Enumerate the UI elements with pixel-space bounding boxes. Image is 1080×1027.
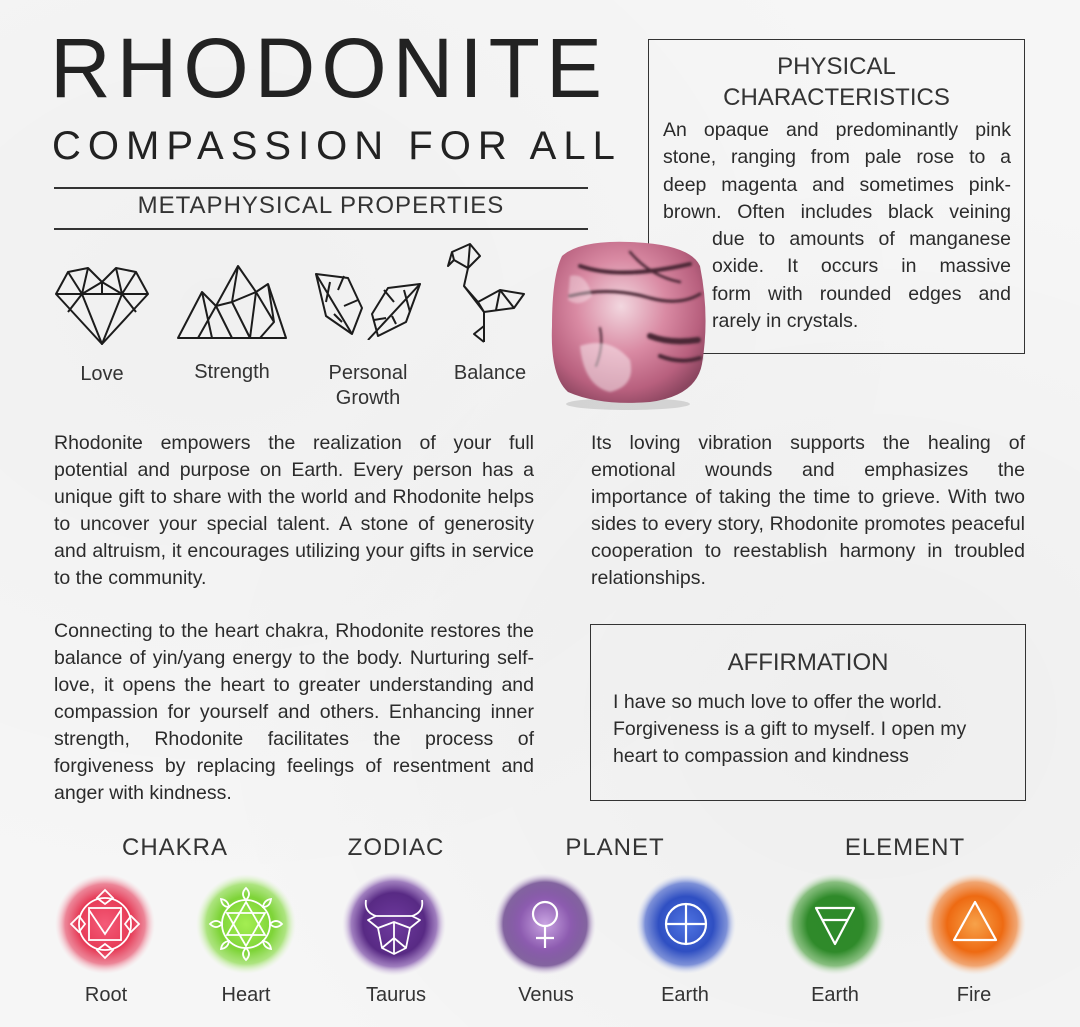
fire-element-icon <box>924 872 1026 976</box>
property-label-personal-growth: Personal Growth <box>328 362 408 409</box>
physical-line: deep magenta and sometimes pink- <box>663 173 1011 196</box>
physical-line: stone, ranging from pale rose to a <box>663 146 1011 169</box>
earth-symbol-icon <box>636 872 736 976</box>
divider-top <box>54 187 588 189</box>
physical-line: brown. Often includes black veining <box>663 200 1011 223</box>
orb-label-earth-planet: Earth <box>661 984 709 1006</box>
page-title: RHODONITE <box>50 21 608 115</box>
element-heading: ELEMENT <box>844 834 966 861</box>
physical-line: form with rounded edges and <box>712 282 1011 305</box>
physical-title-line1: PHYSICAL <box>777 53 896 80</box>
physical-line: oxide. It occurs in massive <box>712 255 1011 278</box>
orb-label-fire: Fire <box>956 984 992 1006</box>
heart-chakra-icon <box>196 874 296 974</box>
zodiac-heading: ZODIAC <box>347 834 445 861</box>
venus-symbol-icon <box>494 872 596 976</box>
property-label-strength: Strength <box>194 361 270 383</box>
earth-element-icon <box>784 872 886 976</box>
orb-label-earth-element: Earth <box>811 984 859 1006</box>
geometric-leaves-icon <box>312 268 424 340</box>
physical-line: rarely in crystals. <box>712 310 859 333</box>
orb-label-heart: Heart <box>221 984 271 1006</box>
root-chakra-icon <box>55 874 155 974</box>
rhodonite-stone-image <box>540 236 712 412</box>
geometric-heart-icon <box>52 264 152 348</box>
metaphysical-heading: METAPHYSICAL PROPERTIES <box>137 192 505 219</box>
physical-title-line2: CHARACTERISTICS <box>723 84 950 111</box>
orb-label-venus: Venus <box>518 984 574 1006</box>
page-subtitle: COMPASSION FOR ALL <box>52 124 622 168</box>
paragraph-right-1: Its loving vibration supports the healing of emotional wounds and emphasizes the importance of taking the time to grieve. With two sides to every story, Rhodonite promotes peaceful cooperation to reestablish harmony in troubled relationships. <box>591 432 1025 589</box>
physical-line: An opaque and predominantly pink <box>663 119 1011 141</box>
property-label-balance: Balance <box>453 362 527 384</box>
physical-description <box>663 117 1011 335</box>
paragraph-left-2: Connecting to the heart chakra, Rhodonite restores the balance of yin/yang energy to the body. Nurturing self-love, it opens the heart to greater understanding and compassion for yourself and others. Enhancing inner strength, Rhodonite facilitates the process of forgiveness by replacing feelings of resentment and anger with kindness. <box>54 620 534 804</box>
affirmation-text: I have so much love to offer the world. Forgiveness is a gift to myself. I open my heart to compassion and kindness <box>613 691 967 767</box>
planet-heading: PLANET <box>565 834 665 861</box>
geometric-flamingo-icon <box>444 242 530 346</box>
orb-label-taurus: Taurus <box>365 984 427 1006</box>
physical-line: due to amounts of manganese <box>712 228 1011 251</box>
orb-label-root: Root <box>84 984 128 1006</box>
taurus-bull-icon <box>342 872 446 976</box>
paragraph-left-1: Rhodonite empowers the realization of your full potential and purpose on Earth. Every person has a unique gift to share with the world and Rhodonite helps to uncover your special talent. A stone of generosity and altruism, it encourages utilizing your gifts in service to the community. <box>54 432 534 589</box>
geometric-mountains-icon <box>176 262 288 342</box>
chakra-heading: CHAKRA <box>121 834 229 861</box>
divider-bottom <box>54 228 588 230</box>
property-label-love: Love <box>80 363 124 385</box>
affirmation-title: AFFIRMATION <box>727 649 889 676</box>
